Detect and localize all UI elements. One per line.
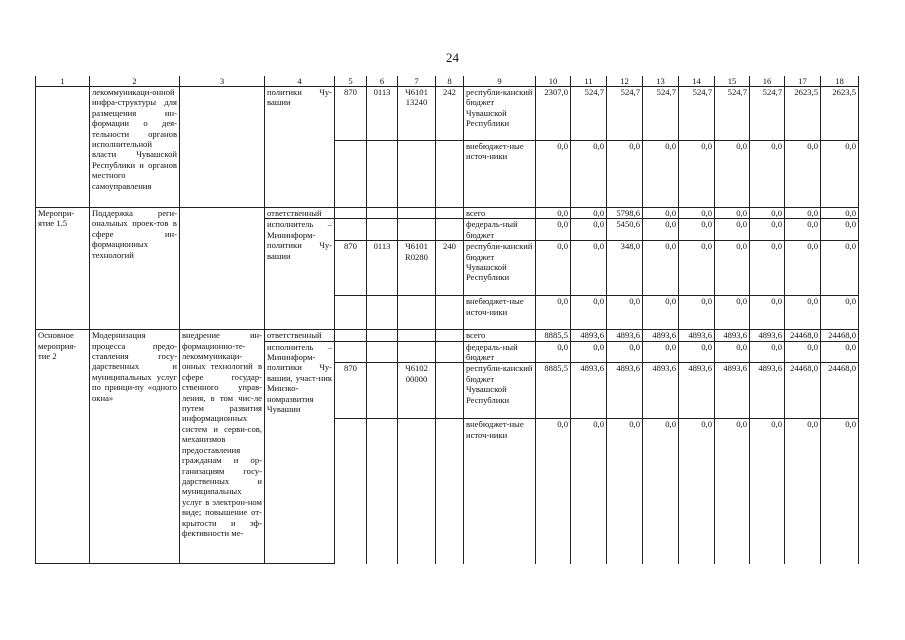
table-row [36,87,859,141]
column-number: 3 [180,76,265,87]
executor-label: ответственный [265,208,335,219]
funding-source: республи-канский бюджет Чувашской Республики [464,87,536,141]
executor: политики Чу-вашии [265,87,335,208]
funding-source: внебюджет-ные источ-ники [464,419,536,564]
value-cell: 0,0 [571,419,607,564]
column-number: 8 [436,76,464,87]
column-number: 11 [571,76,607,87]
value-cell: 0,0 [679,241,715,296]
value-cell: 0,0 [536,341,571,363]
value-cell: 2623,5 [785,87,821,141]
event-number: Меропри-ятие 1.5 [36,208,90,330]
column-number: 13 [643,76,679,87]
value-cell: 0,0 [536,241,571,296]
event-number: Основное мероприя-тие 2 [36,330,90,564]
value-cell: 0,0 [715,241,750,296]
value-cell: 4893,6 [643,363,679,419]
event-description: лекоммуникаци-онной инфра-структуры для размещения ин-формации о дея-тельности органов исполнительной власти Чувашской Республики и органов местного самоуправления [90,87,180,208]
value-cell: 0,0 [679,219,715,241]
value-cell: 524,7 [679,87,715,141]
expected-result: внедрение ин-формационно-те-лекоммуникаци-онных технологий в сфере государ-ственного управ-ления, в том чис-ле путем развития информационных систем и серви-сов, механизмов предоставления гражданам и ор-ганизациям госу-дарственных и муниципальных услуг в электрон-ном виде; повышение от-крытости и эф-фективности ме- [180,330,265,564]
column-number: 14 [679,76,715,87]
value-cell: 0,0 [715,341,750,363]
event-description: Модернизация процесса предо-ставления госу-дарственных и муниципальных услуг по принци-пу «одного окна» [90,330,180,564]
column-number: 6 [367,76,398,87]
code-target: Ч6101 13240 [398,87,436,141]
value-cell: 4893,6 [715,363,750,419]
value-cell: 524,7 [750,87,785,141]
value-cell: 0,0 [643,419,679,564]
value-cell: 8885,5 [536,330,571,341]
value-cell: 0,0 [821,296,859,330]
value-cell: 348,0 [607,241,643,296]
value-cell: 0,0 [785,219,821,241]
value-cell: 0,0 [750,219,785,241]
funding-source: внебюджет-ные источ-ники [464,296,536,330]
value-cell: 4893,6 [715,330,750,341]
value-cell: 0,0 [715,208,750,219]
column-number: 17 [785,76,821,87]
column-number: 15 [715,76,750,87]
value-cell: 4893,6 [643,330,679,341]
code-grbs: 870 [335,241,367,296]
value-cell: 0,0 [643,341,679,363]
value-cell: 524,7 [571,87,607,141]
event-description: Поддержка реги-ональных проек-тов в сфере ин-формационных технологий [90,208,180,330]
value-cell: 0,0 [571,241,607,296]
executor: исполнитель – Мининформ-политики Чу-вашии [265,219,335,330]
column-number: 10 [536,76,571,87]
value-cell: 4893,6 [750,330,785,341]
column-number: 1 [36,76,90,87]
value-cell: 0,0 [679,296,715,330]
value-cell: 0,0 [750,296,785,330]
value-cell: 0,0 [750,141,785,208]
value-cell: 0,0 [679,341,715,363]
value-cell: 0,0 [679,208,715,219]
value-cell: 0,0 [715,141,750,208]
value-cell: 0,0 [785,341,821,363]
funding-source: федераль-ный бюджет [464,341,536,363]
value-cell: 0,0 [571,141,607,208]
value-cell: 24468,0 [821,330,859,341]
value-cell: 0,0 [821,141,859,208]
table-row [36,330,859,341]
value-cell: 0,0 [607,141,643,208]
budget-table [35,76,859,564]
value-cell: 0,0 [821,241,859,296]
funding-source: всего [464,330,536,341]
value-cell: 0,0 [643,219,679,241]
value-cell: 0,0 [679,141,715,208]
column-number-header [36,76,859,87]
value-cell: 2623,5 [821,87,859,141]
value-cell: 0,0 [571,296,607,330]
executor-label: ответственный [265,330,335,341]
value-cell: 0,0 [607,341,643,363]
value-cell: 4893,6 [679,330,715,341]
code-expense-type: 240 [436,241,464,296]
value-cell: 0,0 [643,296,679,330]
funding-source: всего [464,208,536,219]
value-cell: 0,0 [785,296,821,330]
value-cell: 24468,0 [821,363,859,419]
value-cell: 524,7 [643,87,679,141]
value-cell: 0,0 [750,419,785,564]
code-target: Ч6102 00000 [398,363,436,419]
column-number: 9 [464,76,536,87]
value-cell: 0,0 [571,341,607,363]
column-number: 16 [750,76,785,87]
code-target: Ч6101 R0280 [398,241,436,296]
column-number: 4 [265,76,335,87]
value-cell: 0,0 [536,141,571,208]
value-cell: 2307,0 [536,87,571,141]
value-cell: 0,0 [679,419,715,564]
value-cell: 0,0 [607,419,643,564]
value-cell: 0,0 [785,419,821,564]
value-cell: 4893,6 [571,363,607,419]
column-number: 5 [335,76,367,87]
value-cell: 0,0 [750,341,785,363]
value-cell: 0,0 [536,419,571,564]
value-cell: 8885,5 [536,363,571,419]
funding-source: республи-канский бюджет Чувашской Республики [464,241,536,296]
value-cell: 0,0 [571,208,607,219]
col3-empty [180,87,265,208]
value-cell: 24468,0 [785,330,821,341]
value-cell: 0,0 [536,208,571,219]
code-expense-type: 242 [436,87,464,141]
code-grbs: 870 [335,363,367,419]
value-cell: 5798,6 [607,208,643,219]
value-cell: 0,0 [750,208,785,219]
page-number: 24 [446,50,459,65]
value-cell: 4893,6 [679,363,715,419]
value-cell: 0,0 [571,219,607,241]
table-row [36,208,859,219]
value-cell: 0,0 [785,141,821,208]
code-section: 0113 [367,241,398,296]
column-number: 7 [398,76,436,87]
value-cell: 0,0 [643,208,679,219]
col1-empty [36,87,90,208]
code-grbs: 870 [335,87,367,141]
code-section: 0113 [367,87,398,141]
value-cell: 0,0 [821,341,859,363]
executor: исполнитель – Мининформ-политики Чу-вашии, участ-ник Минэко-номразвития Чувашии [265,341,335,564]
value-cell: 524,7 [607,87,643,141]
value-cell: 0,0 [715,296,750,330]
value-cell: 0,0 [643,241,679,296]
column-number: 18 [821,76,859,87]
value-cell: 0,0 [536,296,571,330]
col3-empty [180,208,265,330]
value-cell: 0,0 [821,208,859,219]
value-cell: 0,0 [607,296,643,330]
value-cell: 5450,6 [607,219,643,241]
value-cell: 0,0 [821,419,859,564]
value-cell: 4893,6 [750,363,785,419]
value-cell: 0,0 [643,141,679,208]
column-number: 12 [607,76,643,87]
value-cell: 0,0 [715,219,750,241]
value-cell: 4893,6 [607,363,643,419]
value-cell: 24468,0 [785,363,821,419]
funding-source: федераль-ный бюджет [464,219,536,241]
value-cell: 4893,6 [571,330,607,341]
funding-source: внебюджет-ные источ-ники [464,141,536,208]
value-cell: 0,0 [536,219,571,241]
column-number: 2 [90,76,180,87]
value-cell: 4893,6 [607,330,643,341]
funding-source: республи-канский бюджет Чувашской Республики [464,363,536,419]
value-cell: 0,0 [785,241,821,296]
value-cell: 0,0 [785,208,821,219]
value-cell: 524,7 [715,87,750,141]
value-cell: 0,0 [715,419,750,564]
value-cell: 0,0 [750,241,785,296]
value-cell: 0,0 [821,219,859,241]
